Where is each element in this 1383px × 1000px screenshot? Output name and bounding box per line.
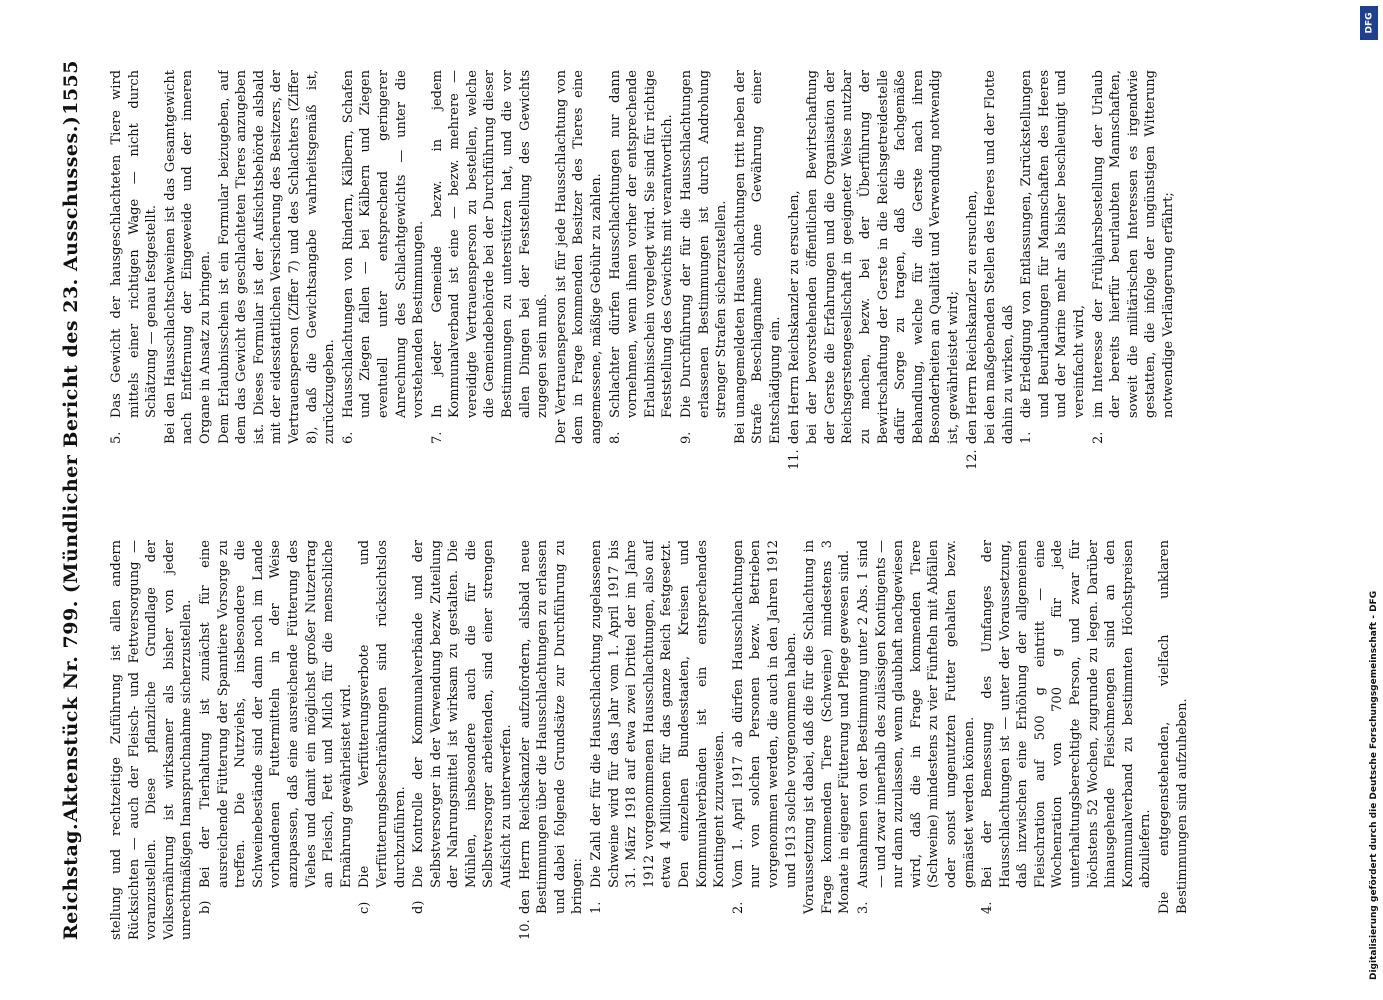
item-text: Die Verfütterungsverbote und Verfütterungsbeschränkungen sind rücksichtslos durchzuführen. (357, 540, 408, 888)
item-text: In jeder Gemeinde bezw. in jedem Kommunalverband ist eine — bezw. mehrere — vereidigte Vertrauensperson zu bestellen, welche die Gemeindebehörde bei der Durchführung dieser Bestimmungen zu unterstützen hat, und die vor allen Dingen bei der Feststellung des Gewichts zugegen sein muß. (429, 70, 551, 418)
right-column (108, 70, 1348, 470)
item-text: den Herrn Reichskanzler aufzufordern, alsbald neue Bestimmungen über die Hausschlachtungen zu erlassen und dabei folgende Grundsätze zur Durchführung zu bringen: (517, 540, 586, 914)
sub-item (197, 540, 355, 914)
sub-item (1018, 70, 1088, 444)
item-text: Bei der Tierhaltung ist zunächst für eine ausreichende Fütterung der Spanntiere Vorsorge zu treffen. Die Nutzviehs, insbesondere die Schweinebestände sind der dann noch im Lande vorhandenen Futtermitteln in der Weise anzupassen, daß eine ausreichende Fütterung des Viehes und damit ein möglichst großer Nutzertrag an Fleisch, Fett und Milch für die menschliche Ernährung gewährleistet wird. (197, 540, 354, 888)
paragraph: Voraussetzung ist dabei, daß die für die Schlachtung in Frage kommenden Tiere (Schweine) mindestens 3 Monate in eigener Fütterung und Pflege gewesen sind. (802, 540, 853, 914)
item-number: 6. (340, 431, 356, 444)
item-text: den Herrn Reichskanzler zu ersuchen, (786, 190, 802, 444)
paragraph: bei der bevorstehenden öffentlichen Bewirtschaftung der Gerste die Erfahrungen und die Organisation der Reichsgerstengesellschaft in geeigneter Weise nutzbar zu machen, bezw. bei der Überführung der Bewirtschaftung der Gerste in die Reichsgetreidestelle dafür Sorge zu tragen, daß die fachgemäße Behandlung, welche für die Gerste nach ihren Besonderheiten an Qualität und Verwendung notwendig ist, gewährleistet wird; (805, 70, 961, 444)
paragraph: bei den maßgebenden Stellen des Heeres und der Flotte dahin zu wirken, daß (983, 70, 1016, 444)
page-number: 1555 (60, 60, 82, 115)
paragraph: stellung und rechtzeitige Zuführung ist allen andern Rücksichten — auch der Fleisch- und Fettversorgung — voranzustellen. Diese pflanzliche Grundlage der Volksernährung ist wirksamer als bisher von jeder unrechtmäßigen Inanspruchnahme sicherzustellen. (109, 540, 195, 940)
paragraph: Bei den Hausschlachtschweinen ist das Gesamtgewicht nach Entfernung der Eingeweide und der inneren Organe in Ansatz zu bringen. (162, 70, 213, 444)
item-text: Ausnahmen von der Bestimmung unter 2 Abs. 1 sind — und zwar innerhalb des zulässigen Kontingents — nur dann zuzulassen, wenn glaubhaft nachgewiesen wird, daß die in Frage kommenden Tiere (Schweine) mindestens zu vier Fünfteln mit Abfällen oder sonst ungenutzten Futter gehalten bezw. gemästet werden können. (855, 540, 977, 888)
header-center: Aktenstück Nr. 799. (Mündlicher Bericht des 23. Ausschusses.) (60, 115, 82, 823)
sub-item (356, 540, 409, 914)
sub-item (979, 540, 1155, 914)
item-text: Vom 1. April 1917 ab dürfen Hausschlachtungen nur von solchen Personen bezw. Betrieben vorgenommen werden, die auch in den Jahren 1912 und 1913 solche vorgenommen haben. (730, 540, 799, 888)
rotated-document-page (60, 60, 1360, 940)
item-number: 7. (429, 431, 445, 444)
item-number: 10. (517, 919, 533, 940)
numbered-item (786, 70, 804, 470)
header-left: Reichstag. (60, 822, 82, 940)
numbered-item (964, 70, 982, 470)
sub-item (340, 70, 428, 444)
sidebar-credit: Digitalisierung gefördert durch die Deutsche Forschungsgemeinschaft - DFG (1369, 590, 1379, 980)
item-number: 2. (1090, 431, 1106, 444)
item-text: Die Durchführung der für die Hausschlachtungen erlassenen Bestimmungen ist durch Androhung strenger Strafen sicherzustellen. (679, 70, 730, 418)
item-text: die Erledigung von Entlassungen, Zurückstellungen und Beurlaubungen für Mannschaften des Heeres und der Marine mehr als bisher beschleunigt und vereinfacht wird, (1019, 70, 1088, 418)
item-text: Die Zahl der für die Hausschlachtung zugelassenen Schweine wird für das Jahr vom 1. April 1917 bis 31. März 1918 auf etwa zwei Drittel der im Jahre 1912 vorgenommenen Hausschlachtungen, also auf etwa 4 Millionen für das ganze Reich festgesetzt. Den einzelnen Bundesstaaten, Kreisen und Kommunalverbänden ist ein entsprechendes Kontingent zuzuweisen. (589, 540, 728, 888)
item-text: den Herrn Reichskanzler zu ersuchen, (964, 190, 980, 444)
dfg-logo (1360, 6, 1378, 40)
paragraph: Die entgegenstehenden, vielfach unklaren Bestimmungen sind aufzuheben. (1157, 540, 1190, 914)
item-text: Die Kontrolle der Kommunalverbände und der Selbstversorger in der Verwendung bezw. Zuteilung der Nahrungsmittel ist wirksam zu gestalten. Die Mühlen, insbesondere auch die für die Selbstversorger arbeitenden, sind einer strengen Aufsicht zu unterwerfen. (411, 540, 515, 888)
paragraph: Dem Erlaubnisschein ist ein Formular beizugeben, auf dem das Gewicht des geschlachteten Tieres anzugeben ist. Dieses Formular ist der Aufsichtsbehörde alsbald mit der eidesstattlichen Versicherung des Besitzers, der Vertrauensperson (Ziffer 7) und des Schlachters (Ziffer 8), daß die Gewichtsangabe wahrheitsgemäß ist, zurückzugeben. (216, 70, 338, 444)
item-number: 5. (109, 431, 124, 444)
item-number: 3. (855, 901, 871, 914)
item-text: im Interesse der Frühjahrsbestellung der Urlaub der bereits hierfür beurlaubten Mannschaften, soweit die militärischen Interessen es irgendwie gestatten, die infolge der ungünstigen Witterung notwendige Verlängerung erfährt; (1090, 70, 1177, 418)
item-number: 1. (589, 901, 605, 914)
item-text: Schlachter dürfen Hausschlachtungen nur dann vornehmen, wenn ihnen vorher der entsprechende Erlaubnisschein vorgelegt wird. Sie sind für richtige Feststellung des Gewichts mit verantwortlich. (607, 70, 676, 418)
item-number: 4. (980, 901, 996, 914)
sub-item (429, 70, 552, 444)
item-number: d) (411, 900, 427, 914)
item-number: b) (197, 900, 213, 914)
sub-item (678, 70, 731, 444)
sub-item (855, 540, 978, 914)
sub-item (607, 70, 677, 444)
item-text: Das Gewicht der hausgeschlachteten Tiere wird mittels einer richtigen Wage — nicht durch Schätzung — genau festgestellt. (109, 70, 160, 418)
sub-item (1090, 70, 1178, 444)
dfg-logo-text: DFG (1364, 12, 1375, 34)
sub-item (108, 70, 161, 444)
digitization-sidebar (1355, 0, 1383, 1000)
sub-item (730, 540, 800, 914)
paragraph: Bei unangemeldeten Hausschlachtungen tritt neben der Strafe Beschlagnahme ohne Gewährung einer Entschädigung ein. (732, 70, 783, 444)
sub-item (410, 540, 516, 914)
item-number: 1. (1019, 431, 1035, 444)
item-text: Bei der Bemessung des Umfanges der Hausschlachtungen ist — unter der Voraussetzung, daß inzwischen eine Erhöhung der allgemeinen Fleischration auf 500 g eintritt — eine Wochenration von 700 g für jede unterhaltungsberechtigte Person, und zwar für höchstens 52 Wochen, zugrunde zu legen. Darüber hinausgehende Fleischmengen sind an den Kommunalverband zu bestimmten Höchstpreisen abzuliefern. (980, 540, 1154, 888)
item-number: 2. (730, 901, 746, 914)
sub-item (588, 540, 729, 914)
item-text: Hausschlachtungen von Rindern, Kälbern, Schafen und Ziegen fallen — bei Kälbern und Ziegen eventuell unter entsprechend geringerer Anrechnung des Schlachtgewichts — unter die vorstehenden Bestimmungen. (340, 70, 427, 418)
item-number: 9. (679, 431, 694, 444)
item-number: 12. (964, 449, 980, 470)
left-column (108, 540, 1348, 940)
item-number: c) (357, 901, 373, 914)
paragraph: Der Vertrauensperson ist für jede Hausschlachtung von dem in Frage kommenden Besitzer des Tieres eine angemessene, mäßige Gebühr zu zahlen. (553, 70, 605, 444)
page-header (60, 60, 102, 940)
numbered-item (517, 540, 587, 940)
item-number: 11. (786, 449, 802, 470)
item-number: 8. (607, 431, 623, 444)
